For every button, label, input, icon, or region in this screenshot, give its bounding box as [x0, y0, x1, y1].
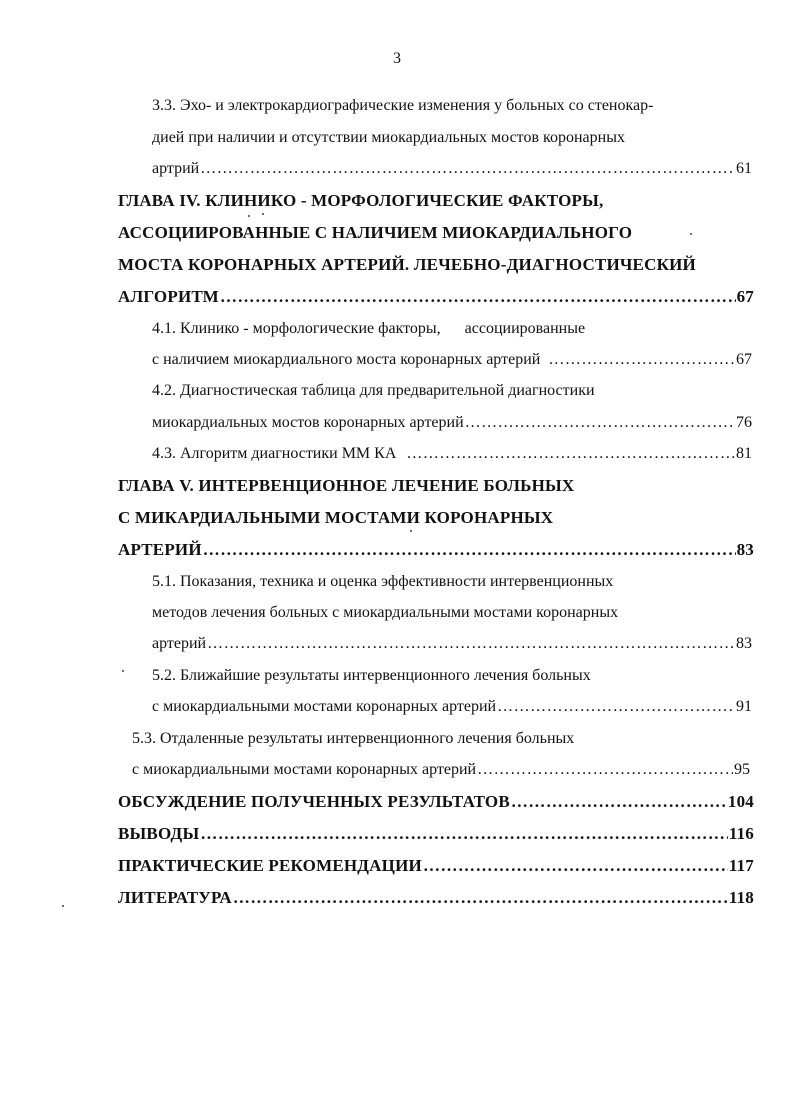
toc-entry-4-3-page: 81: [736, 445, 752, 462]
dot-leader: [406, 442, 735, 466]
toc-recommendations[interactable]: [118, 854, 754, 878]
toc-discussion-page: 104: [727, 792, 754, 811]
dot-leader: [477, 758, 733, 782]
toc-entry-5-1-line3[interactable]: [152, 632, 752, 656]
toc-entry-4-1-page: 67: [736, 351, 752, 368]
dot-leader: [233, 886, 728, 910]
scan-speck: [122, 670, 124, 672]
toc-entry-5-1-line1: 5.1. Показания, техника и оценка эффективности интервенционных: [152, 573, 614, 590]
dot-leader: [423, 854, 728, 878]
toc-entry-4-3-text: 4.3. Алгоритм диагностики ММ КА: [152, 445, 397, 462]
toc-chapter-4-line1: ГЛАВА IV. КЛИНИКО - МОРФОЛОГИЧЕСКИЕ ФАКТОРЫ,: [118, 191, 604, 210]
toc-recommendations-page: 117: [728, 856, 754, 875]
toc-entry-4-2-page: 76: [736, 414, 752, 431]
toc-entry-4-2-line1: 4.2. Диагностическая таблица для предварительной диагностики: [152, 382, 595, 399]
toc-literature-text: ЛИТЕРАТУРА: [118, 888, 232, 907]
toc-entry-4-1-line1: 4.1. Клинико - морфологические факторы, ассоциированные: [152, 320, 586, 337]
toc-conclusions-text: ВЫВОДЫ: [118, 824, 200, 843]
toc-entry-4-1-text: с наличием миокардиального моста коронарных артерий: [152, 351, 541, 368]
toc-conclusions-page: 116: [728, 824, 754, 843]
toc-entry-5-3-text: с миокардиальными мостами коронарных артерий: [132, 761, 477, 778]
scan-speck: [62, 905, 64, 907]
toc-chapter-5-line2: С МИКАРДИАЛЬНЫМИ МОСТАМИ КОРОНАРНЫХ: [118, 508, 554, 527]
dot-leader: [465, 411, 735, 435]
toc-chapter-5-line1: ГЛАВА V. ИНТЕРВЕНЦИОННОЕ ЛЕЧЕНИЕ БОЛЬНЫХ: [118, 476, 575, 495]
toc-entry-5-2-line1: 5.2. Ближайшие результаты интервенционного лечения больных: [152, 667, 591, 684]
toc-chapter-5-text: АРТЕРИЙ: [118, 540, 202, 559]
toc-chapter-4-text: АЛГОРИТМ: [118, 287, 219, 306]
dot-leader: [511, 790, 727, 814]
toc-entry-5-3-line2[interactable]: [132, 758, 750, 782]
dot-leader: [497, 695, 735, 719]
toc-chapter-5-page: 83: [736, 540, 754, 559]
dot-leader: [203, 538, 736, 562]
toc-entry-5-2-text: с миокардиальными мостами коронарных артерий: [152, 698, 497, 715]
toc-entry-3-3-line2: дией при наличии и отсутствии миокардиальных мостов коронарных: [152, 129, 625, 146]
dot-leader: [548, 348, 735, 372]
toc-entry-4-3[interactable]: [152, 442, 752, 466]
toc-conclusions[interactable]: [118, 822, 754, 846]
toc-entry-4-1-line2[interactable]: [152, 348, 752, 372]
toc-entry-3-3-page: 61: [736, 160, 752, 177]
toc-entry-3-3-line3[interactable]: [152, 157, 752, 181]
toc-discussion-text: ОБСУЖДЕНИЕ ПОЛУЧЕННЫХ РЕЗУЛЬТАТОВ: [118, 792, 510, 811]
scan-speck: [690, 233, 692, 235]
toc-chapter-4-page: 67: [736, 287, 754, 306]
toc-entry-5-3-page: 95: [734, 761, 750, 778]
dot-leader: [200, 822, 727, 846]
toc-chapter-5-line3[interactable]: [118, 538, 754, 562]
toc-chapter-4-line4[interactable]: [118, 285, 754, 309]
toc-entry-5-1-line2: методов лечения больных с миокардиальными мостами коронарных: [152, 604, 619, 621]
toc-entry-5-1-page: 83: [736, 635, 752, 652]
page-number: 3: [393, 50, 401, 67]
toc-entry-3-3-text: артрий: [152, 160, 200, 177]
toc-entry-5-1-text: артерий: [152, 635, 207, 652]
toc-entry-5-2-line2[interactable]: [152, 695, 752, 719]
toc-literature-page: 118: [728, 888, 754, 907]
toc-chapter-4-line3: МОСТА КОРОНАРНЫХ АРТЕРИЙ. ЛЕЧЕБНО-ДИАГНОСТИЧЕСКИЙ: [118, 255, 696, 274]
toc-entry-4-2-text: миокардиальных мостов коронарных артерий: [152, 414, 464, 431]
toc-chapter-4-line2: АССОЦИИРОВАННЫЕ С НАЛИЧИЕМ МИОКАРДИАЛЬНОГО: [118, 223, 633, 242]
toc-recommendations-text: ПРАКТИЧЕСКИЕ РЕКОМЕНДАЦИИ: [118, 856, 422, 875]
toc-entry-5-3-line1: 5.3. Отдаленные результаты интервенционного лечения больных: [132, 730, 575, 747]
toc-entry-5-2-page: 91: [736, 698, 752, 715]
scan-speck: [248, 215, 250, 217]
dot-leader: [207, 632, 735, 656]
toc-discussion[interactable]: [118, 790, 754, 814]
scan-speck: [410, 530, 412, 532]
toc-entry-4-2-line2[interactable]: [152, 411, 752, 435]
dot-leader: [200, 157, 735, 181]
toc-entry-3-3-line1: 3.3. Эхо- и электрокардиографические изменения у больных со стенокар-: [152, 97, 654, 114]
toc-literature[interactable]: [118, 886, 754, 910]
dot-leader: [220, 285, 736, 309]
scan-speck: [262, 213, 264, 215]
